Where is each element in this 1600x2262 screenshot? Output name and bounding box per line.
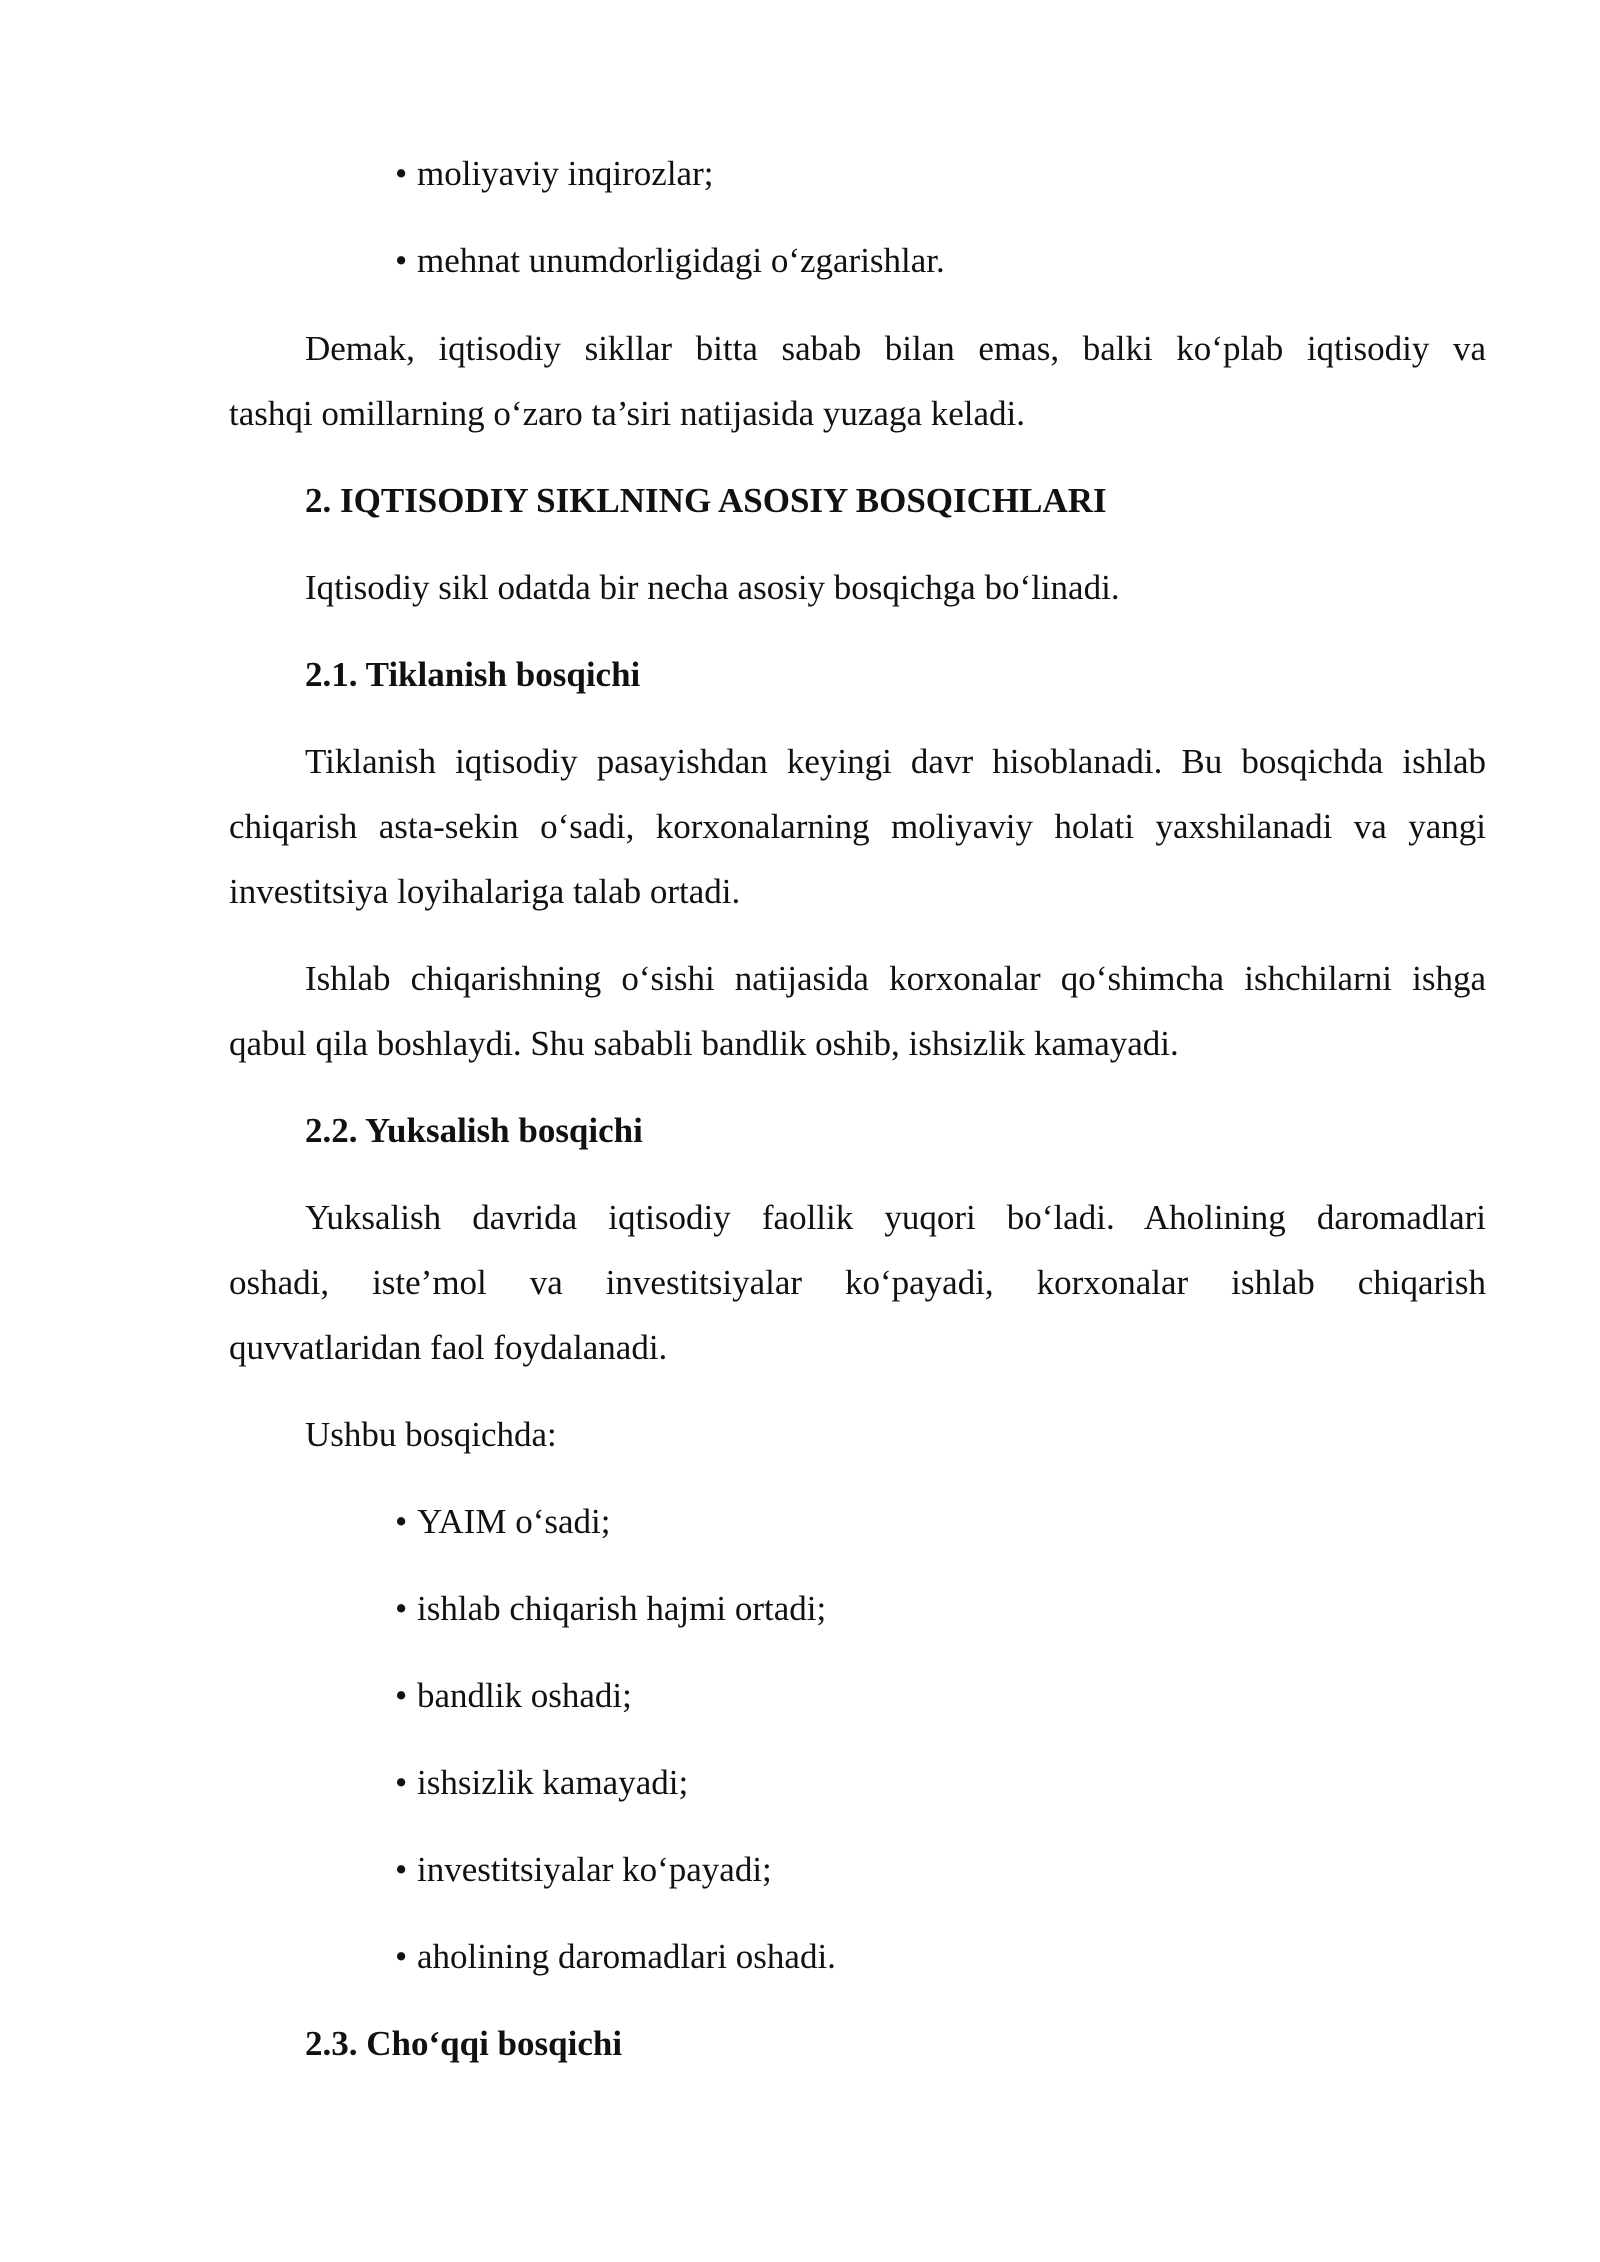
bullet-icon: •	[395, 154, 408, 193]
paragraph-line: Ishlab chiqarishning o‘sishi natijasida korxonalar qo‘shimcha ishchilarni ishga	[305, 959, 1486, 998]
subsection-heading: 2.2. Yuksalish bosqichi	[305, 1111, 643, 1150]
list-item: • ishlab chiqarish hajmi ortadi;	[395, 1587, 826, 1631]
paragraph-line: Iqtisodiy sikl odatda bir necha asosiy bosqichga bo‘linadi.	[305, 568, 1120, 607]
list-item: • YAIM o‘sadi;	[395, 1500, 610, 1544]
paragraph-line: investitsiya loyihalariga talab ortadi.	[229, 872, 741, 911]
list-item: • mehnat unumdorligidagi o‘zgarishlar.	[395, 239, 945, 283]
paragraph-line: chiqarish asta-sekin o‘sadi, korxonalarning moliyaviy holati yaxshilanadi va yangi	[229, 807, 1486, 846]
subsection-heading: 2.1. Tiklanish bosqichi	[305, 655, 641, 694]
list-item: • investitsiyalar ko‘payadi;	[395, 1848, 772, 1892]
paragraph-line: tashqi omillarning o‘zaro ta’siri natijasida yuzaga keladi.	[229, 394, 1025, 433]
bullet-icon: •	[395, 1850, 408, 1889]
paragraph-line: Tiklanish iqtisodiy pasayishdan keyingi davr hisoblanadi. Bu bosqichda ishlab	[305, 742, 1486, 781]
paragraph-line: Demak, iqtisodiy sikllar bitta sabab bilan emas, balki ko‘plab iqtisodiy va	[305, 329, 1486, 368]
bullet-icon: •	[395, 241, 408, 280]
bullet-icon: •	[395, 1502, 408, 1541]
bullet-icon: •	[395, 1589, 408, 1628]
list-item: • aholining daromadlari oshadi.	[395, 1935, 836, 1979]
paragraph-line: quvvatlaridan faol foydalanadi.	[229, 1328, 668, 1367]
bullet-icon: •	[395, 1763, 408, 1802]
subsection-heading: 2.3. Cho‘qqi bosqichi	[305, 2024, 623, 2063]
paragraph-line: qabul qila boshlaydi. Shu sababli bandlik oshib, ishsizlik kamayadi.	[229, 1024, 1179, 1063]
paragraph-line: Yuksalish davrida iqtisodiy faollik yuqori bo‘ladi. Aholining daromadlari	[305, 1198, 1486, 1237]
bullet-icon: •	[395, 1676, 408, 1715]
list-item: • ishsizlik kamayadi;	[395, 1761, 688, 1805]
list-item: • moliyaviy inqirozlar;	[395, 152, 713, 196]
bullet-icon: •	[395, 1937, 408, 1976]
section-heading: 2. IQTISODIY SIKLNING ASOSIY BOSQICHLARI	[305, 481, 1107, 520]
paragraph-line: oshadi, iste’mol va investitsiyalar ko‘payadi, korxonalar ishlab chiqarish	[229, 1263, 1486, 1302]
list-intro: Ushbu bosqichda:	[305, 1415, 557, 1454]
list-item: • bandlik oshadi;	[395, 1674, 632, 1718]
